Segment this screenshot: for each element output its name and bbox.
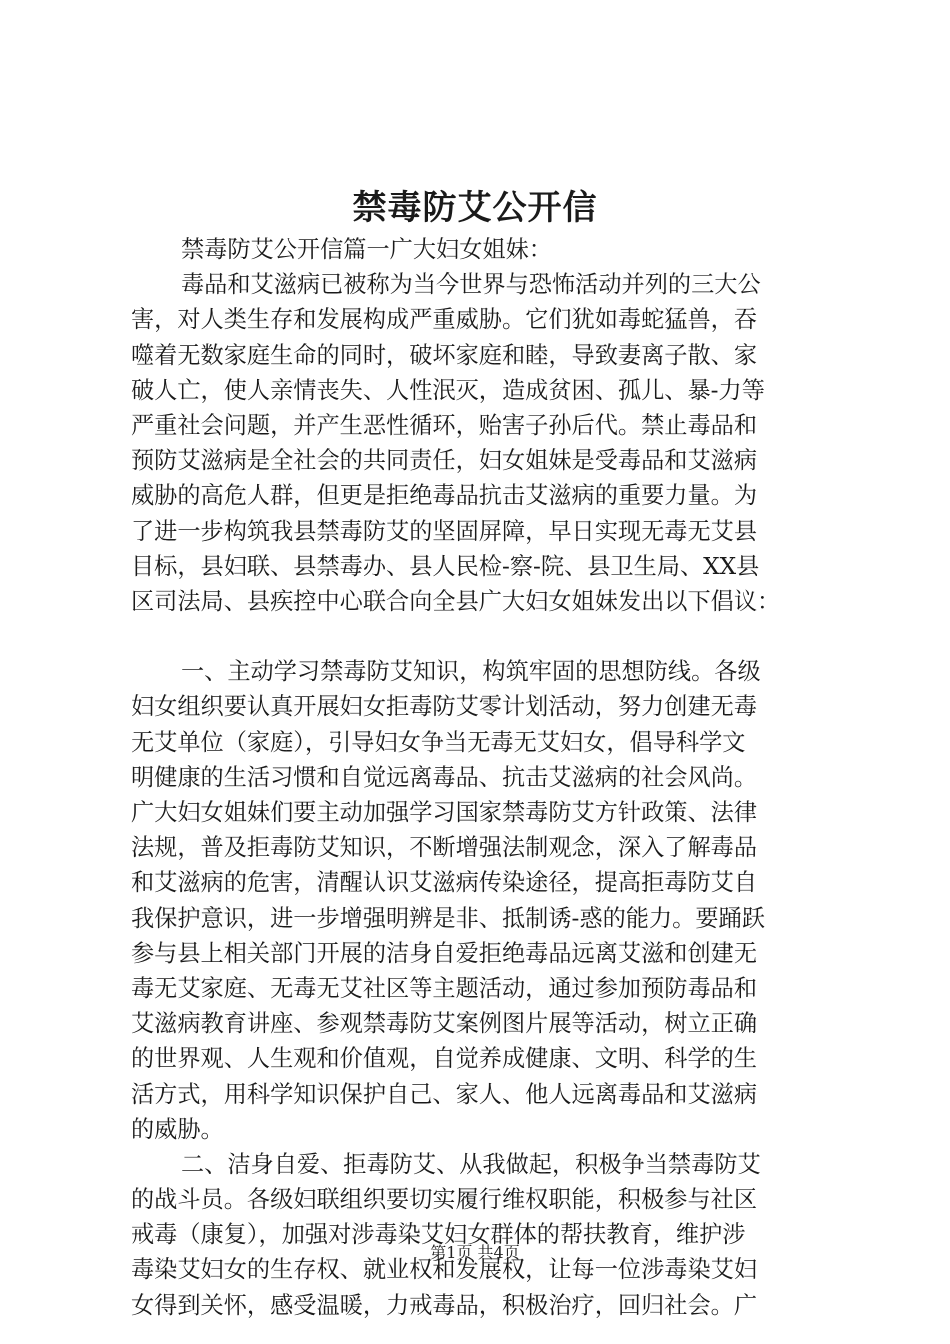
body-line: 戒毒（康复），加强对涉毒染艾妇女群体的帮扶教育，维护涉 <box>131 1221 746 1249</box>
page-number-footer: 第1页 共4页 <box>430 1243 520 1262</box>
body-line: 艾滋病教育讲座、参观禁毒防艾案例图片展等活动，树立正确 <box>131 1010 758 1038</box>
body-line: 预防艾滋病是全社会的共同责任，妇女姐妹是受毒品和艾滋病 <box>131 447 758 475</box>
body-line: 妇女组织要认真开展妇女拒毒防艾零计划活动，努力创建无毒 <box>131 693 758 721</box>
body-line: 广大妇女姐妹们要主动加强学习国家禁毒防艾方针政策、法律 <box>131 799 758 826</box>
body-line: 的世界观、人生观和价值观，自觉养成健康、文明、科学的生 <box>131 1045 758 1073</box>
body-line: 无艾单位（家庭），引导妇女争当无毒无艾妇女，倡导科学文 <box>131 728 746 756</box>
body-line: 的战斗员。各级妇联组织要切实履行维权职能，积极参与社区 <box>131 1186 758 1214</box>
body-line: 了进一步构筑我县禁毒防艾的坚固屏障，早日实现无毒无艾县 <box>131 517 758 545</box>
body-line: 一、主动学习禁毒防艾知识，构筑牢固的思想防线。各级 <box>181 658 761 686</box>
body-line: 毒无艾家庭、无毒无艾社区等主题活动，通过参加预防毒品和 <box>131 974 758 1002</box>
blank-line <box>131 619 831 654</box>
body-line: 参与县上相关部门开展的洁身自爱拒绝毒品远离艾滋和创建无 <box>131 939 758 967</box>
body-line: 法规，普及拒毒防艾知识，不断增强法制观念，深入了解毒品 <box>131 834 758 862</box>
body-line: 毒品和艾滋病已被称为当今世界与恐怖活动并列的三大公 <box>181 271 761 299</box>
body-line: 明健康的生活习惯和自觉远离毒品、抗击艾滋病的社会风尚。 <box>131 763 758 791</box>
body-line: 严重社会问题，并产生恶性循环，贻害子孙后代。禁止毒品和 <box>131 411 758 439</box>
body-line: 女得到关怀，感受温暖，力戒毒品，积极治疗，回归社会。广 <box>131 1291 758 1319</box>
body-line: 的威胁。 <box>131 1115 224 1143</box>
body-line: 破人亡，使人亲情丧失、人性泯灭，造成贫困、孤儿、暴-力等 <box>131 376 765 404</box>
body-line: 目标，县妇联、县禁毒办、县人民检-察-院、县卫生局、XX县 <box>131 552 760 580</box>
body-line: 活方式，用科学知识保护自己、家人、他人远离毒品和艾滋病 <box>131 1080 758 1108</box>
body-line: 区司法局、县疾控中心联合向全县广大妇女姐妹发出以下倡议： <box>131 587 781 615</box>
body-line: 二、洁身自爱、拒毒防艾、从我做起，积极争当禁毒防艾 <box>181 1150 761 1178</box>
body-line: 噬着无数家庭生命的同时，破坏家庭和睦，导致妻离子散、家 <box>131 341 758 369</box>
letter-body <box>131 232 831 1323</box>
body-line: 威胁的高危人群，但更是拒绝毒品抗击艾滋病的重要力量。为 <box>131 482 758 510</box>
body-line: 害，对人类生存和发展构成严重威胁。它们犹如毒蛇猛兽，吞 <box>131 306 758 334</box>
page-title: 禁毒防艾公开信 <box>352 188 598 228</box>
body-line: 和艾滋病的危害，清醒认识艾滋病传染途径，提高拒毒防艾自 <box>131 869 758 897</box>
salutation-line: 禁毒防艾公开信篇一广大妇女姐妹： <box>181 236 552 263</box>
body-line: 毒染艾妇女的生存权、就业权和发展权，让每一位涉毒染艾妇 <box>131 1256 758 1284</box>
body-line: 我保护意识，进一步增强明辨是非、抵制诱-惑的能力。要踊跃 <box>131 904 765 932</box>
